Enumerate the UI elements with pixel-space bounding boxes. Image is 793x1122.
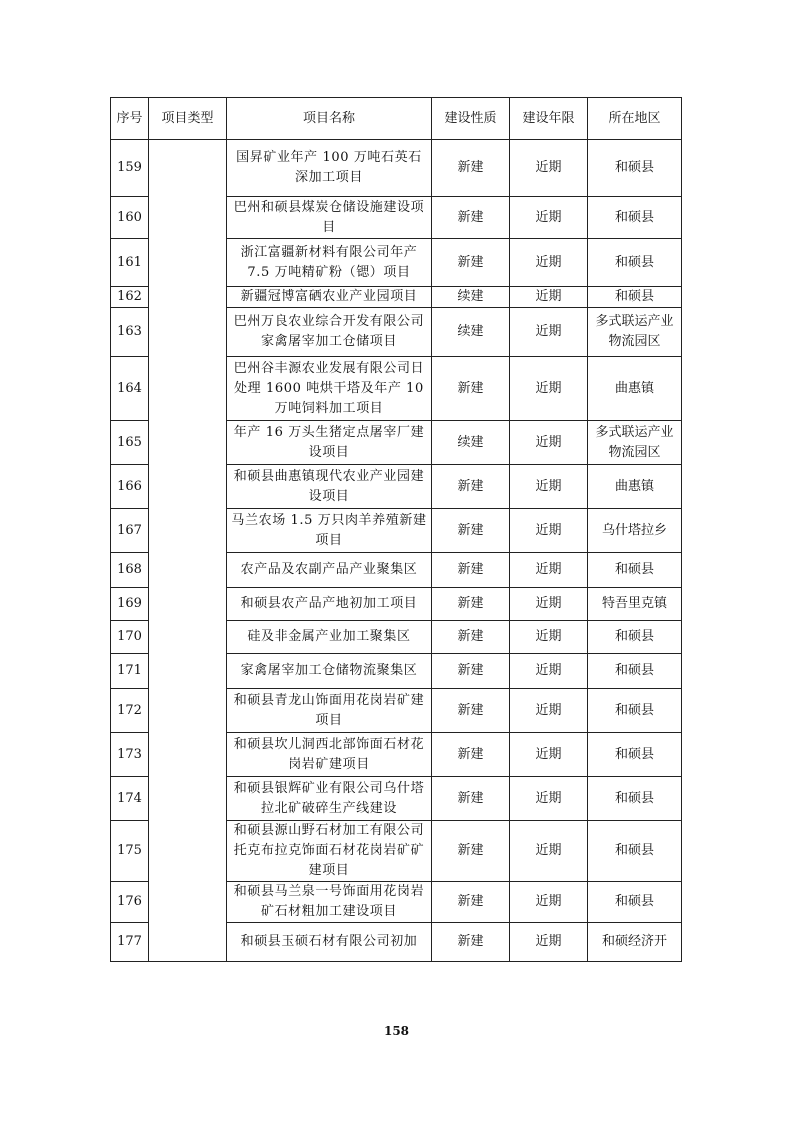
header-name: 项目名称 [227, 98, 432, 140]
cell-nature: 新建 [432, 239, 510, 287]
cell-seq: 164 [111, 357, 149, 421]
cell-nature: 新建 [432, 357, 510, 421]
cell-nature: 续建 [432, 421, 510, 465]
cell-region: 和硕县 [588, 287, 682, 308]
cell-period: 近期 [510, 621, 588, 654]
cell-period: 近期 [510, 308, 588, 357]
cell-region: 和硕县 [588, 821, 682, 882]
header-nature: 建设性质 [432, 98, 510, 140]
cell-name: 巴州和硕县煤炭仓储设施建设项目 [227, 197, 432, 239]
cell-seq: 172 [111, 689, 149, 733]
cell-seq: 166 [111, 465, 149, 509]
cell-nature: 新建 [432, 923, 510, 962]
cell-seq: 176 [111, 882, 149, 923]
cell-nature: 新建 [432, 465, 510, 509]
cell-period: 近期 [510, 733, 588, 777]
cell-name: 巴州万良农业综合开发有限公司家禽屠宰加工仓储项目 [227, 308, 432, 357]
cell-name: 和硕县源山野石材加工有限公司托克布拉克饰面石材花岗岩矿矿建项目 [227, 821, 432, 882]
cell-name: 和硕县马兰泉一号饰面用花岗岩矿石材粗加工建设项目 [227, 882, 432, 923]
cell-seq: 175 [111, 821, 149, 882]
cell-period: 近期 [510, 239, 588, 287]
cell-region: 乌什塔拉乡 [588, 509, 682, 553]
page-number: 158 [383, 1024, 410, 1038]
cell-nature: 新建 [432, 733, 510, 777]
cell-seq: 167 [111, 509, 149, 553]
cell-region: 和硕县 [588, 239, 682, 287]
cell-nature: 新建 [432, 654, 510, 689]
cell-seq: 162 [111, 287, 149, 308]
cell-period: 近期 [510, 654, 588, 689]
cell-nature: 新建 [432, 882, 510, 923]
table-row [111, 140, 682, 197]
cell-nature: 续建 [432, 308, 510, 357]
cell-name: 浙江富疆新材料有限公司年产 7.5 万吨精矿粉（锶）项目 [227, 239, 432, 287]
cell-seq: 173 [111, 733, 149, 777]
cell-name: 和硕县坎儿洞西北部饰面石材花岗岩矿建项目 [227, 733, 432, 777]
cell-region: 多式联运产业物流园区 [588, 421, 682, 465]
cell-seq: 161 [111, 239, 149, 287]
cell-region: 和硕县 [588, 553, 682, 588]
cell-seq: 163 [111, 308, 149, 357]
cell-name: 年产 16 万头生猪定点屠宰厂建设项目 [227, 421, 432, 465]
header-region: 所在地区 [588, 98, 682, 140]
cell-region: 曲惠镇 [588, 465, 682, 509]
cell-period: 近期 [510, 821, 588, 882]
cell-nature: 新建 [432, 140, 510, 197]
cell-region: 和硕县 [588, 882, 682, 923]
cell-seq: 165 [111, 421, 149, 465]
cell-nature: 新建 [432, 621, 510, 654]
header-seq: 序号 [111, 98, 149, 140]
cell-nature: 新建 [432, 689, 510, 733]
header-row [111, 98, 682, 140]
cell-nature: 新建 [432, 197, 510, 239]
cell-name: 硅及非金属产业加工聚集区 [227, 621, 432, 654]
cell-period: 近期 [510, 923, 588, 962]
cell-region: 曲惠镇 [588, 357, 682, 421]
cell-nature: 续建 [432, 287, 510, 308]
cell-seq: 174 [111, 777, 149, 821]
cell-seq: 170 [111, 621, 149, 654]
cell-region: 和硕县 [588, 621, 682, 654]
cell-name: 家禽屠宰加工仓储物流聚集区 [227, 654, 432, 689]
cell-nature: 新建 [432, 553, 510, 588]
cell-region: 和硕经济开 [588, 923, 682, 962]
cell-name: 巴州谷丰源农业发展有限公司日处理 1600 吨烘干塔及年产 10 万吨饲料加工项目 [227, 357, 432, 421]
cell-period: 近期 [510, 140, 588, 197]
cell-nature: 新建 [432, 509, 510, 553]
cell-period: 近期 [510, 777, 588, 821]
cell-region: 特吾里克镇 [588, 588, 682, 621]
cell-name: 和硕县青龙山饰面用花岗岩矿建项目 [227, 689, 432, 733]
cell-period: 近期 [510, 689, 588, 733]
cell-name: 国昇矿业年产 100 万吨石英石深加工项目 [227, 140, 432, 197]
cell-type [149, 140, 227, 962]
cell-period: 近期 [510, 357, 588, 421]
cell-name: 和硕县曲惠镇现代农业产业园建设项目 [227, 465, 432, 509]
cell-region: 和硕县 [588, 197, 682, 239]
cell-seq: 171 [111, 654, 149, 689]
cell-period: 近期 [510, 588, 588, 621]
cell-period: 近期 [510, 509, 588, 553]
cell-region: 和硕县 [588, 733, 682, 777]
cell-period: 近期 [510, 553, 588, 588]
cell-region: 多式联运产业物流园区 [588, 308, 682, 357]
cell-period: 近期 [510, 882, 588, 923]
cell-nature: 新建 [432, 777, 510, 821]
cell-region: 和硕县 [588, 140, 682, 197]
cell-name: 和硕县玉硕石材有限公司初加 [227, 923, 432, 962]
project-table [110, 97, 682, 962]
cell-region: 和硕县 [588, 689, 682, 733]
cell-seq: 168 [111, 553, 149, 588]
cell-period: 近期 [510, 421, 588, 465]
cell-seq: 159 [111, 140, 149, 197]
cell-seq: 160 [111, 197, 149, 239]
header-period: 建设年限 [510, 98, 588, 140]
cell-name: 和硕县银辉矿业有限公司乌什塔拉北矿破碎生产线建设 [227, 777, 432, 821]
cell-seq: 169 [111, 588, 149, 621]
cell-period: 近期 [510, 465, 588, 509]
cell-name: 新疆冠博富硒农业产业园项目 [227, 287, 432, 308]
cell-region: 和硕县 [588, 777, 682, 821]
cell-name: 农产品及农副产品产业聚集区 [227, 553, 432, 588]
cell-seq: 177 [111, 923, 149, 962]
cell-nature: 新建 [432, 821, 510, 882]
cell-period: 近期 [510, 287, 588, 308]
cell-region: 和硕县 [588, 654, 682, 689]
cell-name: 和硕县农产品产地初加工项目 [227, 588, 432, 621]
cell-nature: 新建 [432, 588, 510, 621]
header-type: 项目类型 [149, 98, 227, 140]
cell-period: 近期 [510, 197, 588, 239]
cell-name: 马兰农场 1.5 万只肉羊养殖新建项目 [227, 509, 432, 553]
